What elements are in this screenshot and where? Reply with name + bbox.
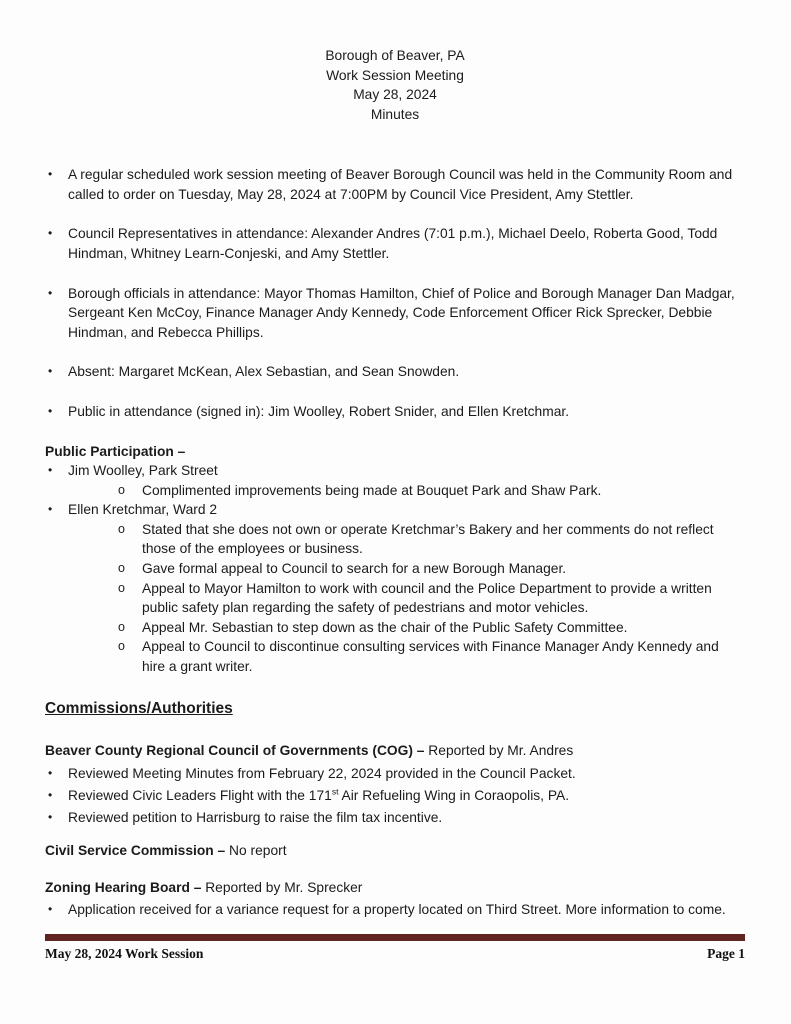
speaker-name: Jim Woolley, Park Street (68, 463, 218, 479)
item-text: Borough officials in attendance: Mayor Thomas Hamilton, Chief of Police and Borough Manager Dan Madgar, Sergeant Ken McCoy, Finance Manager Andy Kennedy, Code Enforcement Officer Rick Sprecker, Debbie Hindman, and Rebecca Phillips. (68, 285, 735, 340)
item-text: A regular scheduled work session meeting of Beaver Borough Council was held in the Community Room and called to order on Tuesday, May 28, 2024 at 7:00PM by Council Vice President, Amy Stettler. (68, 167, 733, 202)
bullet-icon: • (48, 167, 53, 182)
sub-bullet-icon: o (118, 619, 125, 634)
point-text: Appeal Mr. Sebastian to step down as the chair of the Public Safety Committee. (142, 619, 628, 635)
item-text: Reviewed petition to Harrisburg to raise the film tax incentive. (68, 809, 443, 825)
speaker-point (118, 559, 745, 579)
list-item (45, 764, 745, 784)
zoning-title (45, 878, 745, 898)
point-text: Stated that she does not own or operate Kretchmar’s Bakery and her comments do not reflect those of the employees or business. (142, 521, 714, 557)
cog-title (45, 741, 745, 761)
item-text: Council Representatives in attendance: Alexander Andres (7:01 p.m.), Michael Deelo, Roberta Good, Todd Hindman, Whitney Learn-Conjeski, and Amy Stettler. (68, 226, 718, 262)
footer-row (45, 944, 745, 963)
sub-bullet-icon: o (118, 639, 125, 654)
bullet-icon: • (48, 787, 53, 802)
sub-bullet-icon: o (118, 560, 125, 575)
item-text (68, 786, 745, 806)
sub-bullet-icon: o (118, 521, 125, 536)
point-text: Appeal to Mayor Hamilton to work with council and the Police Department to provide a written public safety plan regarding the safety of pedestrians and motor vehicles. (142, 580, 712, 616)
cog-section (45, 741, 745, 827)
page-footer (45, 934, 745, 963)
section-heading-public-participation: Public Participation – (45, 443, 186, 459)
org-name: Borough of Beaver, PA (325, 48, 465, 63)
zoning-title-bold: Zoning Hearing Board – (45, 879, 202, 895)
bullet-icon: • (48, 765, 53, 780)
sub-bullet-icon: o (118, 482, 125, 497)
point-text: Appeal to Council to discontinue consulting services with Finance Manager Andy Kennedy and hire a grant writer. (142, 639, 719, 674)
speaker-point (118, 579, 745, 618)
civil-service-title-rest: No report (225, 843, 287, 859)
cog-title-bold: Beaver County Regional Council of Governments (COG) – (45, 743, 425, 759)
public-participation-section (45, 442, 745, 677)
item-text-pre: Reviewed Civic Leaders Flight with the 171 (68, 787, 332, 803)
speaker-item (45, 500, 745, 520)
speaker-name: Ellen Kretchmar, Ward 2 (68, 502, 218, 518)
item-text-post: Air Refueling Wing in Coraopolis, PA. (338, 787, 570, 803)
zoning-title-rest: Reported by Mr. Sprecker (201, 879, 363, 895)
sub-bullet-icon: o (118, 580, 125, 595)
bullet-icon: • (48, 403, 53, 418)
bullet-icon: • (48, 901, 53, 916)
speaker-point (118, 637, 745, 676)
item-text: Absent: Margaret McKean, Alex Sebastian, and Sean Snowden. (68, 364, 460, 380)
list-item (45, 786, 745, 806)
item-text: Public in attendance (signed in): Jim Woolley, Robert Snider, and Ellen Kretchmar. (68, 403, 570, 419)
bullet-icon: • (48, 809, 53, 824)
civil-service-title (45, 841, 745, 861)
item-text: Reviewed Meeting Minutes from February 22, 2024 provided in the Council Packet. (68, 765, 576, 781)
speaker-item (45, 461, 745, 481)
speaker-point (118, 481, 745, 501)
document-header (45, 46, 745, 124)
footer-session-label: May 28, 2024 Work Session (45, 946, 204, 961)
list-item (45, 224, 745, 263)
bullet-icon: • (48, 226, 53, 241)
bullet-icon: • (48, 502, 53, 517)
bullet-icon: • (48, 463, 53, 478)
section-heading-commissions: Commissions/Authorities (45, 700, 233, 718)
footer-page-number: Page 1 (707, 946, 745, 961)
item-text: Application received for a variance request for a property located on Third Street. More information to come. (68, 901, 726, 917)
footer-bar (45, 934, 745, 941)
point-text: Gave formal appeal to Council to search for a new Borough Manager. (142, 560, 567, 576)
civil-service-title-bold: Civil Service Commission – (45, 843, 226, 859)
list-item (45, 165, 745, 204)
speaker-point (118, 520, 745, 559)
list-item (45, 362, 745, 382)
bullet-icon: • (48, 364, 53, 379)
list-item (45, 402, 745, 422)
meeting-type: Work Session Meeting (326, 67, 464, 83)
cog-title-rest: Reported by Mr. Andres (424, 743, 574, 759)
civil-service-section (45, 841, 745, 861)
bullet-icon: • (48, 285, 53, 300)
list-item (45, 284, 745, 343)
doc-type: Minutes (370, 106, 420, 122)
ordinal-superscript: st (331, 786, 339, 797)
point-text: Complimented improvements being made at Bouquet Park and Shaw Park. (142, 482, 602, 498)
attendance-section (45, 165, 745, 421)
list-item (45, 808, 745, 828)
zoning-section (45, 878, 745, 920)
list-item (45, 900, 745, 920)
meeting-date: May 28, 2024 (353, 87, 437, 103)
speaker-point (118, 618, 745, 638)
